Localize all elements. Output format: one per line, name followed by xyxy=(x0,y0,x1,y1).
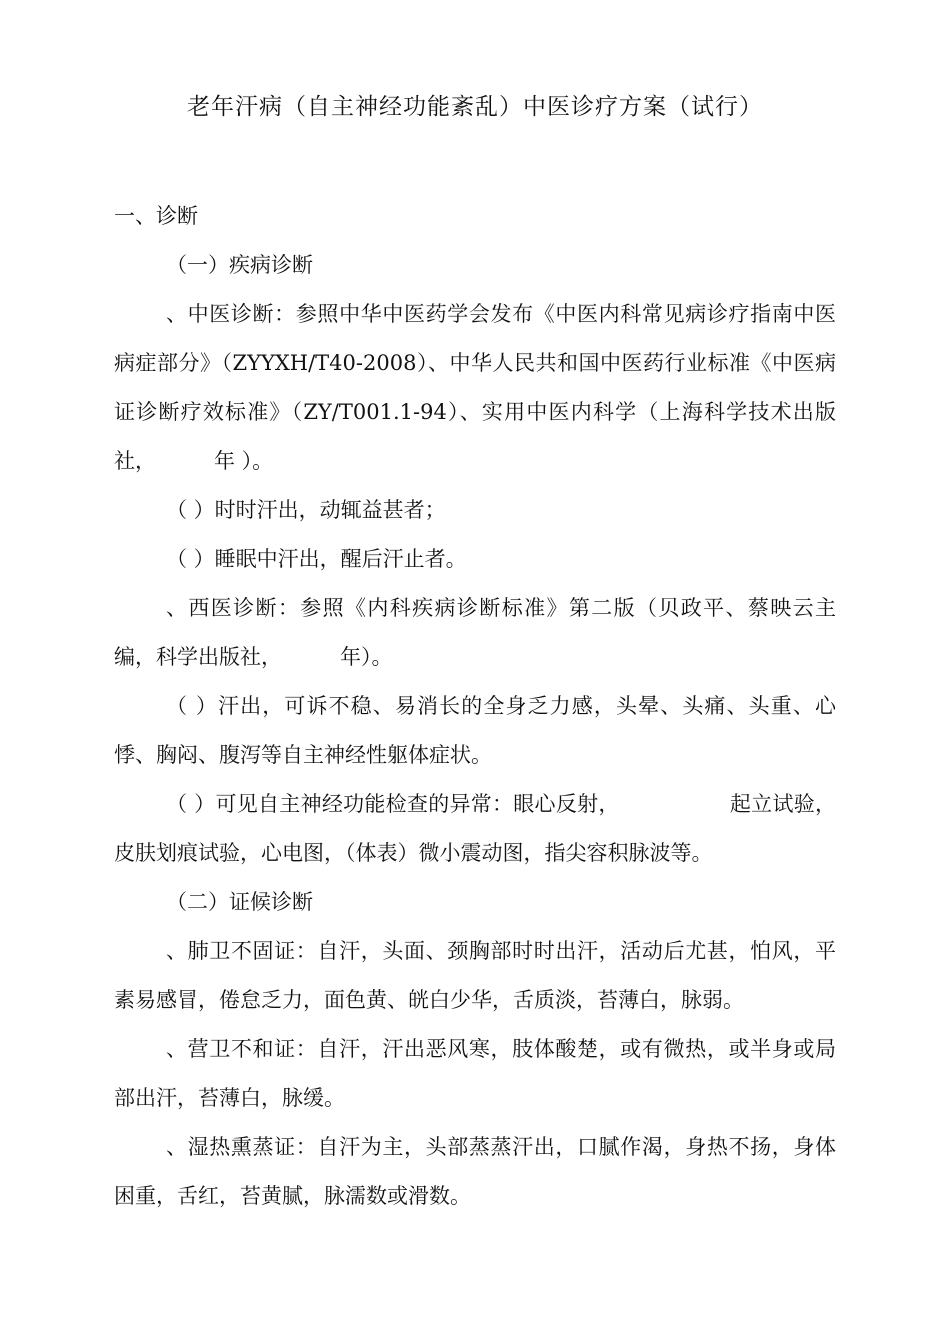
criterion-western-2-part-b: 起立试验，皮肤划痕试验，心电图，（体表）微小震动图，指尖容积脉波等。 xyxy=(114,792,836,865)
paragraph-western-diagnosis-end: 年）。 xyxy=(340,645,393,669)
document-title: 老年汗病（自主神经功能紊乱）中医诊疗方案（试行） xyxy=(187,94,763,120)
paragraph-tcm-diagnosis xyxy=(114,290,836,486)
criterion-1: （ ）时时汗出，动辄益甚者； xyxy=(166,498,446,522)
criterion-2: （ ）睡眠中汗出，醒后汗止者。 xyxy=(166,547,467,571)
criterion-western-1: （ ）汗出，可诉不稳、易消长的全身乏力感，头晕、头痛、头重、心悸、胸闷、腹泻等自主神经性躯体症状。 xyxy=(114,694,836,767)
syndrome-lung-wei: 、肺卫不固证：自汗，头面、颈胸部时时出汗，活动后尤甚，怕风，平素易感冒，倦怠乏力，面色黄、㿠白少华，舌质淡，苔薄白，脉弱。 xyxy=(114,939,836,1012)
paragraph-tcm-diagnosis-end: 年 ）。 xyxy=(214,449,274,473)
syndrome-damp-heat: 、湿热熏蒸证：自汗为主，头部蒸蒸汗出，口腻作渴，身热不扬，身体困重，舌红，苔黄腻，脉濡数或滑数。 xyxy=(114,1135,836,1208)
subsection-heading-syndrome-diagnosis: （二）证候诊断 xyxy=(166,890,313,914)
paragraph-tcm-diagnosis-text: 、中医诊断：参照中华中医药学会发布《中医内科常见病诊疗指南中医病症部分》（ZYYXH/T40-2008）、中华人民共和国中医药行业标准《中医病证诊断疗效标准》（ZY/T001.1-94）、实用中医内科学（上海科学技术出版社， xyxy=(114,302,836,473)
syndrome-ying-wei: 、营卫不和证：自汗，汗出恶风寒，肢体酸楚，或有微热，或半身或局部出汗，苔薄白，脉缓。 xyxy=(114,1037,836,1110)
subsection-heading-disease-diagnosis: （一）疾病诊断 xyxy=(166,253,313,277)
criterion-western-2-part-a: （ ）可见自主神经功能检查的异常：眼心反射， xyxy=(166,792,620,816)
paragraph-western-diagnosis-text: 、西医诊断：参照《内科疾病诊断标准》第二版（贝政平、蔡映云主编，科学出版社， xyxy=(114,596,836,669)
paragraph-western-diagnosis xyxy=(114,584,836,682)
document-body xyxy=(114,192,836,1221)
section-heading-diagnosis: 一、诊断 xyxy=(114,204,198,228)
criterion-western-2 xyxy=(114,780,836,878)
